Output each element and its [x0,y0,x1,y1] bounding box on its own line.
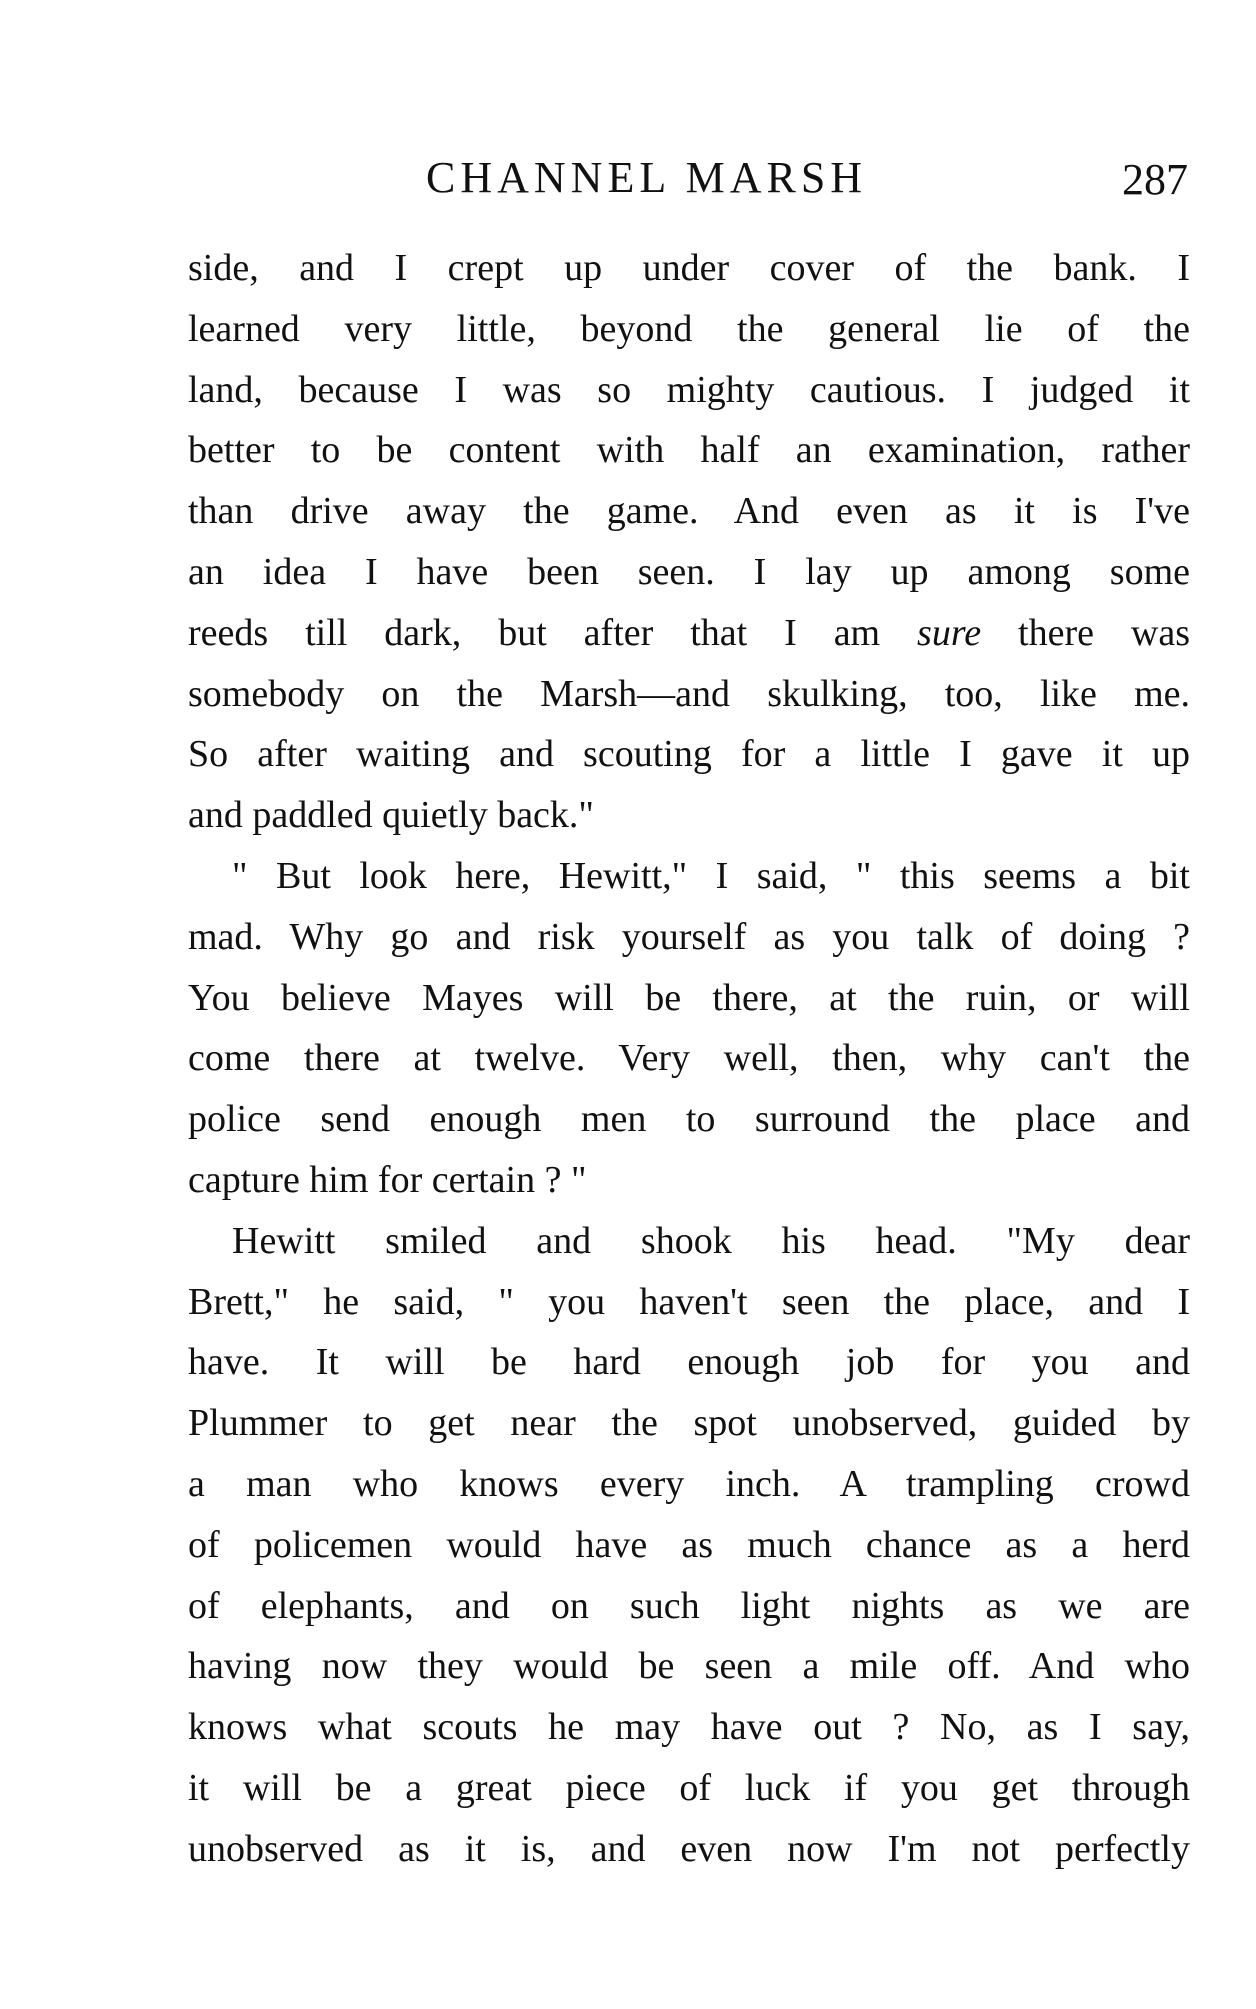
text-line: of elephants, and on such light nights as we are [188,1584,1190,1627]
text-line: side, and I crept up under cover of the bank. I [188,247,1190,289]
text-line: mad. Why go and risk yourself as you talk of doing ? [188,915,1190,958]
text-line: a man who knows every inch. A trampling crowd [188,1462,1190,1505]
paragraph-end-line: and paddled quietly back." [188,794,594,837]
body-text [188,238,1190,1880]
running-title: CHANNEL MARSH [426,153,868,202]
text-line: have. It will be hard enough job for you and [188,1341,1190,1384]
paragraph-start-line: " But look here, Hewitt," I said, " this seems a bit [232,854,1190,897]
text-line: having now they would be seen a mile off. And who [188,1645,1190,1688]
text-segment: reeds till dark, but after that I am [188,611,918,654]
text-line: knows what scouts he may have out ? No, as I say, [188,1706,1190,1749]
emphasized-word: sure [917,611,982,654]
text-line: come there at twelve. Very well, then, why can't the [188,1037,1190,1080]
text-line: than drive away the game. And even as it is I've [188,490,1190,533]
text-line: So after waiting and scouting for a little I gave it up [188,733,1190,776]
text-segment: there was [981,611,1190,654]
text-line: police send enough men to surround the place and [188,1098,1190,1141]
text-line-with-emphasis [188,603,1190,664]
text-line: of policemen would have as much chance as a herd [188,1523,1190,1566]
text-line: You believe Mayes will be there, at the ruin, or will [188,976,1190,1019]
text-line: land, because I was so mighty cautious. I judged it [188,368,1190,411]
text-line: learned very little, beyond the general lie of the [188,307,1190,350]
text-line: Brett," he said, " you haven't seen the place, and I [188,1280,1190,1323]
text-line: Plummer to get near the spot unobserved, guided by [188,1402,1190,1445]
text-line: somebody on the Marsh—and skulking, too, like me. [188,672,1190,715]
paragraph-end-line: capture him for certain ? " [188,1158,587,1201]
text-line: it will be a great piece of luck if you get through [188,1766,1190,1809]
text-line: unobserved as it is, and even now I'm not perfectly [188,1827,1190,1870]
text-line: better to be content with half an examination, rather [188,429,1190,472]
running-head [188,150,1188,210]
page-number: 287 [1122,155,1188,204]
text-line: an idea I have been seen. I lay up among some [188,550,1190,593]
paragraph-start-line: Hewitt smiled and shook his head. "My dear [232,1219,1190,1262]
